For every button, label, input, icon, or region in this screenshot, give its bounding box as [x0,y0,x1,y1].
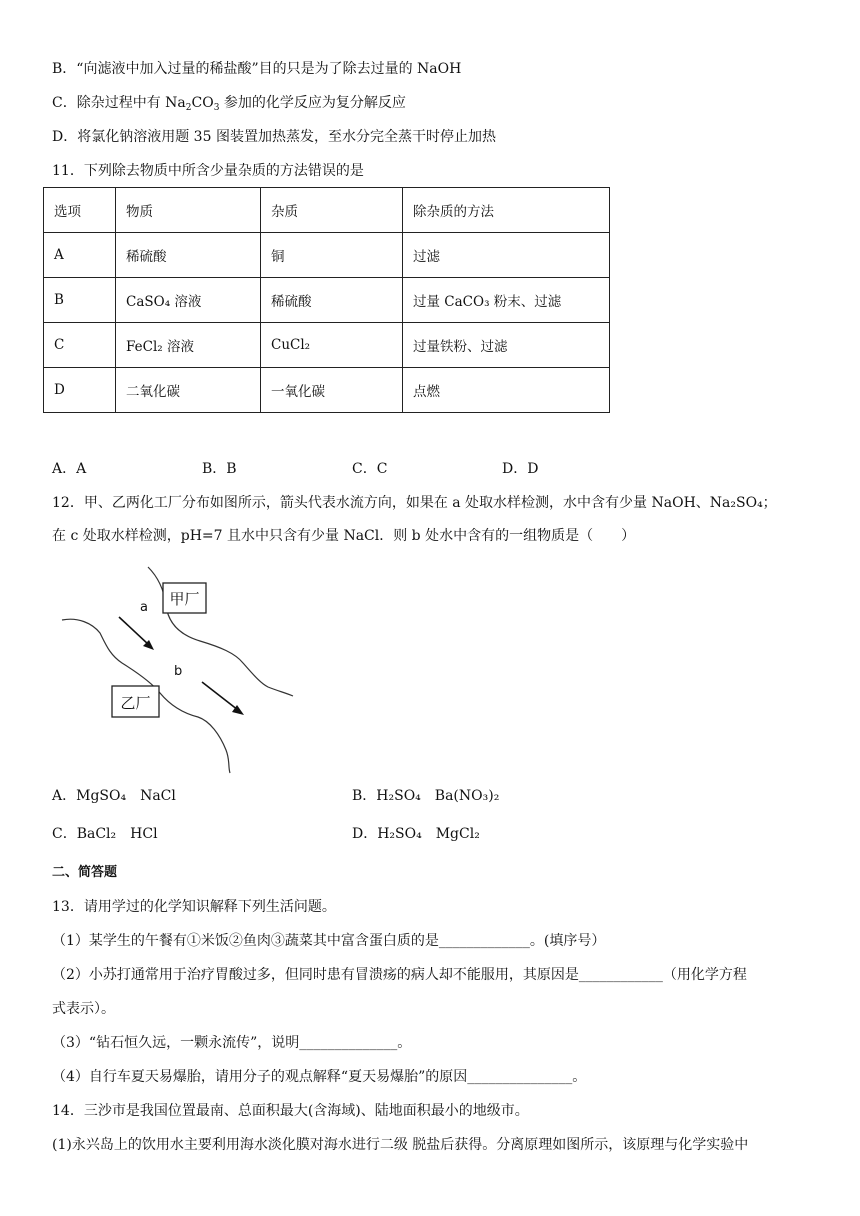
q12-stem-line1: 12．甲、乙两化工厂分布如图所示，箭头代表水流方向，如果在 a 处取水样检测，水中含有少量 NaOH、Na₂SO₄； [52,495,777,511]
q13-part3: （3）“钻石恒久远，一颗永流传”，说明______________。 [52,1035,412,1051]
q14-part1: (1)永兴岛上的饮用水主要利用海水淡化膜对海水进行二级 脱盐后获得。分离原理如图所示，该原理与化学实验中 [52,1137,749,1153]
q13-part2-line1: （2）小苏打通常用于治疗胃酸过多，但同时患有冒溃疡的病人却不能服用，其原因是____________（用化学方程 [52,967,747,983]
table-header-cell: 除杂质的方法 [403,188,610,233]
table-cell: A [44,233,116,278]
table-header-cell: 杂质 [261,188,403,233]
table-row [44,278,610,323]
q13-stem: 13．请用学过的化学知识解释下列生活问题。 [52,899,336,915]
factory-yi-label: 乙厂 [120,694,151,712]
q10-option-d: D．将氯化钠溶液用题 35 图装置加热蒸发，至水分完全蒸干时停止加热 [52,129,496,145]
table-header-row [44,188,610,233]
table-cell: D [44,368,116,413]
table-cell: 过量铁粉、过滤 [403,323,610,368]
q13-part1: （1）某学生的午餐有①米饭②鱼肉③蔬菜其中富含蛋白质的是_____________。(填序号） [52,933,606,949]
table-row [44,323,610,368]
river-factory-diagram [60,565,300,775]
q11-table [43,187,610,413]
table-row [44,233,610,278]
table-row [44,368,610,413]
table-cell: 过量 CaCO₃ 粉末、过滤 [403,278,610,323]
q12-option-a[interactable]: A．MgSO₄ NaCl [52,788,176,804]
q12-stem-line2: 在 c 处取水样检测，pH=7 且水中只含有少量 NaCl．则 b 处水中含有的一组物质是（ ） [52,528,636,544]
table-cell: 二氧化碳 [116,368,261,413]
q10-option-c: C．除杂过程中有 $Na_2CO_3$ 参加的化学反应为复分解反应 [52,95,406,113]
table-cell: 点燃 [403,368,610,413]
q11-option-b[interactable]: B．B [202,461,237,477]
flow-arrow-1 [119,617,149,645]
table-cell: 稀硫酸 [116,233,261,278]
table-header-cell: 选项 [44,188,116,233]
table-cell: FeCl₂ 溶液 [116,323,261,368]
table-header-cell: 物质 [116,188,261,233]
flow-arrow-2 [202,682,238,710]
table-cell: C [44,323,116,368]
q13-part2-line2: 式表示）。 [52,1001,115,1017]
q12-option-b[interactable]: B．H₂SO₄ Ba(NO₃)₂ [352,788,500,804]
q10-option-b: B．“向滤液中加入过量的稀盐酸”目的只是为了除去过量的 NaOH [52,61,462,77]
table-cell: CaSO₄ 溶液 [116,278,261,323]
q11-option-d[interactable]: D．D [502,461,539,477]
q11-option-c[interactable]: C．C [352,461,388,477]
factory-jia-label: 甲厂 [169,590,200,608]
table-cell: CuCl₂ [261,323,403,368]
q14-stem: 14．三沙市是我国位置最南、总面积最大(含海域)、陆地面积最小的地级市。 [52,1103,529,1119]
q11-stem: 11．下列除去物质中所含少量杂质的方法错误的是 [52,163,364,179]
table-cell: 铜 [261,233,403,278]
point-b-label: b [174,664,183,679]
q13-part4: （4）自行车夏天易爆胎，请用分子的观点解释“夏天易爆胎”的原因_______________。 [52,1069,587,1085]
point-a-label: a [140,600,148,615]
q12-option-c[interactable]: C．BaCl₂ HCl [52,826,158,842]
table-cell: B [44,278,116,323]
table-cell: 一氧化碳 [261,368,403,413]
table-cell: 稀硫酸 [261,278,403,323]
section-title: 二、简答题 [52,865,118,880]
q11-option-a[interactable]: A．A [52,461,87,477]
q12-option-d[interactable]: D．H₂SO₄ MgCl₂ [352,826,480,842]
table-cell: 过滤 [403,233,610,278]
